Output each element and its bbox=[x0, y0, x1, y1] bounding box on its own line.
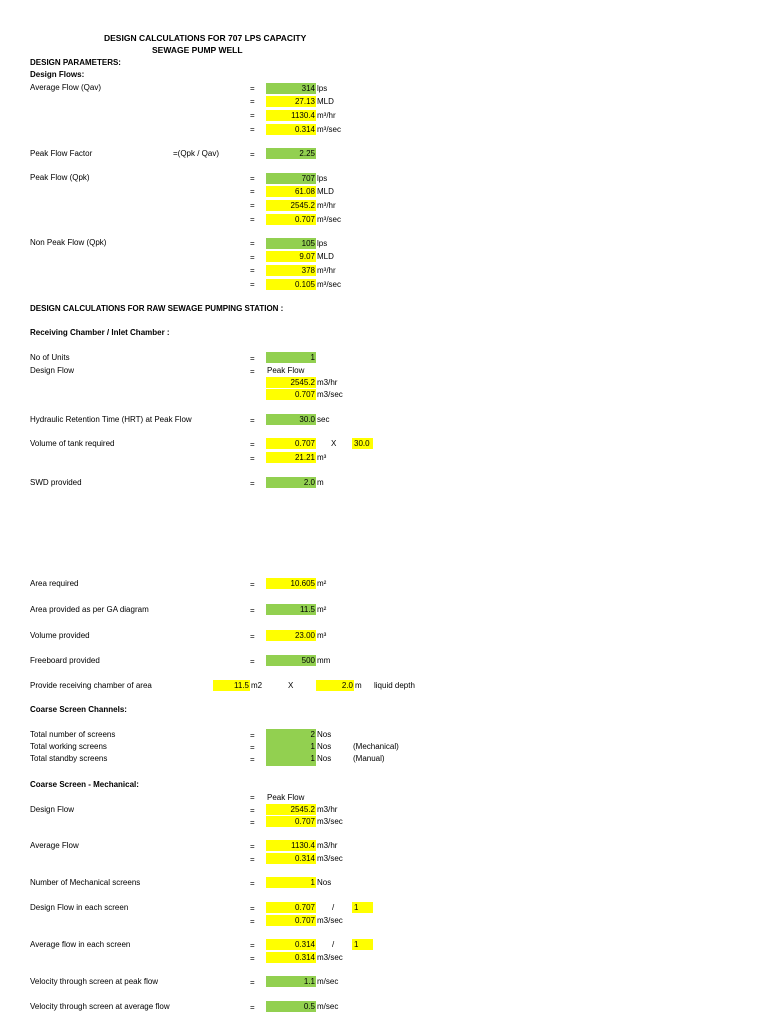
freeboard-value[interactable]: 500 bbox=[266, 655, 316, 666]
area-provided-value[interactable]: 11.5 bbox=[266, 604, 316, 615]
non-peak-m3sec[interactable]: 0.105 bbox=[266, 279, 316, 290]
design-each-v1[interactable]: 0.707 bbox=[266, 902, 316, 913]
unit-label: m³/hr bbox=[317, 111, 336, 120]
unit-label: MLD bbox=[317, 97, 334, 106]
equals-sign: = bbox=[250, 743, 255, 752]
volume-provided-value[interactable]: 23.00 bbox=[266, 630, 316, 641]
equals-sign: = bbox=[250, 917, 255, 926]
coarse-mech-heading: Coarse Screen - Mechanical: bbox=[30, 780, 139, 789]
equals-sign: = bbox=[250, 954, 255, 963]
volume-flow-value[interactable]: 0.707 bbox=[266, 438, 316, 449]
vel-avg-value[interactable]: 0.5 bbox=[266, 1001, 316, 1012]
design-parameters-heading: DESIGN PARAMETERS: bbox=[30, 58, 121, 67]
peak-factor-formula: =(Qpk / Qav) bbox=[173, 149, 220, 158]
unit-label: m³/sec bbox=[317, 215, 341, 224]
unit-label: m3/hr bbox=[317, 841, 338, 850]
unit-label: Nos bbox=[317, 730, 332, 739]
unit-label: m3/hr bbox=[317, 805, 338, 814]
unit-label: m³/hr bbox=[317, 266, 336, 275]
unit-label: m3/sec bbox=[317, 390, 343, 399]
avg-flow-m3sec[interactable]: 0.314 bbox=[266, 124, 316, 135]
area-required-value[interactable]: 10.605 bbox=[266, 578, 316, 589]
equals-sign: = bbox=[250, 855, 255, 864]
equals-sign: = bbox=[250, 904, 255, 913]
doc-title-line1: DESIGN CALCULATIONS FOR 707 LPS CAPACITY bbox=[104, 33, 307, 43]
unit-label: m3/sec bbox=[317, 916, 343, 925]
avg-each-v1[interactable]: 0.314 bbox=[266, 939, 316, 950]
equals-sign: = bbox=[250, 657, 255, 666]
mech-design-flow-label: Design Flow bbox=[30, 805, 75, 814]
peak-flow-mld[interactable]: 61.08 bbox=[266, 186, 316, 197]
equals-sign: = bbox=[250, 755, 255, 764]
volume-provided-label: Volume provided bbox=[30, 631, 90, 640]
coarse-channels-heading: Coarse Screen Channels: bbox=[30, 705, 127, 714]
equals-sign: = bbox=[250, 125, 255, 134]
unit-label: Nos bbox=[317, 742, 332, 751]
equals-sign: = bbox=[250, 174, 255, 183]
unit-label: m2 bbox=[251, 681, 263, 690]
equals-sign: = bbox=[250, 280, 255, 289]
doc-title-line2: SEWAGE PUMP WELL bbox=[152, 45, 243, 55]
unit-label: m³/sec bbox=[317, 280, 341, 289]
provide-area-value[interactable]: 11.5 bbox=[213, 680, 250, 691]
swd-value[interactable]: 2.0 bbox=[266, 477, 316, 488]
standby-screens-value[interactable]: 1 bbox=[310, 754, 315, 763]
design-each-v2[interactable]: 1 bbox=[352, 902, 373, 913]
avg-flow-lps[interactable]: 314 bbox=[266, 83, 316, 94]
no-units-value[interactable]: 1 bbox=[266, 352, 316, 363]
equals-sign: = bbox=[250, 367, 255, 376]
total-screens-label: Total number of screens bbox=[30, 730, 116, 739]
unit-label: m bbox=[355, 681, 362, 690]
peak-flow-m3sec[interactable]: 0.707 bbox=[266, 214, 316, 225]
equals-sign: = bbox=[250, 793, 255, 802]
equals-sign: = bbox=[250, 253, 255, 262]
peak-factor-label: Peak Flow Factor bbox=[30, 149, 93, 158]
equals-sign: = bbox=[250, 479, 255, 488]
standby-screens-label: Total standby screens bbox=[30, 754, 108, 763]
unit-label: m³/hr bbox=[317, 201, 336, 210]
unit-label: MLD bbox=[317, 252, 334, 261]
divide-sign: / bbox=[332, 903, 335, 912]
liquid-depth-text: liquid depth bbox=[374, 681, 415, 690]
equals-sign: = bbox=[250, 354, 255, 363]
multiply-sign: X bbox=[331, 439, 337, 448]
equals-sign: = bbox=[250, 266, 255, 275]
equals-sign: = bbox=[250, 187, 255, 196]
unit-label: m³/sec bbox=[317, 125, 341, 134]
design-flow-label: Design Flow bbox=[30, 366, 75, 375]
equals-sign: = bbox=[250, 731, 255, 740]
unit-label: m3/hr bbox=[317, 378, 338, 387]
design-flow-m3hr[interactable]: 2545.2 bbox=[266, 377, 316, 388]
area-provided-label: Area provided as per GA diagram bbox=[30, 605, 149, 614]
multiply-sign: X bbox=[288, 681, 294, 690]
peak-flow-text: Peak Flow bbox=[267, 793, 305, 802]
freeboard-label: Freeboard provided bbox=[30, 656, 100, 665]
equals-sign: = bbox=[250, 84, 255, 93]
unit-label: m³ bbox=[317, 453, 327, 462]
non-peak-m3hr[interactable]: 378 bbox=[266, 265, 316, 276]
equals-sign: = bbox=[250, 879, 255, 888]
vel-avg-label: Velocity through screen at average flow bbox=[30, 1002, 170, 1011]
unit-label: m bbox=[317, 478, 324, 487]
unit-label: m3/sec bbox=[317, 953, 343, 962]
equals-sign: = bbox=[250, 1003, 255, 1012]
provide-chamber-label: Provide receiving chamber of area bbox=[30, 681, 152, 690]
unit-label: m³ bbox=[317, 631, 327, 640]
equals-sign: = bbox=[250, 440, 255, 449]
unit-label: m3/sec bbox=[317, 854, 343, 863]
unit-label: lps bbox=[317, 84, 328, 93]
unit-label: lps bbox=[317, 174, 328, 183]
avg-flow-m3hr[interactable]: 1130.4 bbox=[266, 110, 316, 121]
equals-sign: = bbox=[250, 215, 255, 224]
divide-sign: / bbox=[332, 940, 335, 949]
receiving-chamber-heading: Receiving Chamber / Inlet Chamber : bbox=[30, 328, 170, 337]
design-flow-m3sec[interactable]: 0.707 bbox=[266, 389, 316, 400]
peak-flow-lps[interactable]: 707 bbox=[266, 173, 316, 184]
equals-sign: = bbox=[250, 201, 255, 210]
equals-sign: = bbox=[250, 632, 255, 641]
provide-depth-value[interactable]: 2.0 bbox=[316, 680, 354, 691]
avg-flow-label: Average Flow (Qav) bbox=[30, 83, 101, 92]
hrt-value[interactable]: 30.0 bbox=[266, 414, 316, 425]
unit-label: m/sec bbox=[317, 1002, 339, 1011]
area-required-label: Area required bbox=[30, 579, 79, 588]
equals-sign: = bbox=[250, 606, 255, 615]
unit-label: m² bbox=[317, 605, 327, 614]
unit-label: sec bbox=[317, 415, 330, 424]
peak-flow-text: Peak Flow bbox=[267, 366, 305, 375]
equals-sign: = bbox=[250, 416, 255, 425]
volume-required-value[interactable]: 21.21 bbox=[266, 452, 316, 463]
mech-design-flow-m3sec[interactable]: 0.707 bbox=[266, 816, 316, 827]
equals-sign: = bbox=[250, 941, 255, 950]
vel-peak-label: Velocity through screen at peak flow bbox=[30, 977, 159, 986]
unit-label: lps bbox=[317, 239, 328, 248]
raw-sewage-heading: DESIGN CALCULATIONS FOR RAW SEWAGE PUMPING STATION : bbox=[30, 304, 284, 313]
unit-label: MLD bbox=[317, 187, 334, 196]
design-each-result[interactable]: 0.707 bbox=[266, 915, 316, 926]
manual-note: (Manual) bbox=[353, 754, 385, 763]
equals-sign: = bbox=[250, 818, 255, 827]
peak-flow-m3hr[interactable]: 2545.2 bbox=[266, 200, 316, 211]
working-screens-value[interactable]: 1 bbox=[310, 742, 315, 751]
unit-label: Nos bbox=[317, 878, 332, 887]
num-mech-screens-value[interactable]: 1 bbox=[266, 877, 316, 888]
non-peak-lps[interactable]: 105 bbox=[266, 238, 316, 249]
unit-label: mm bbox=[317, 656, 331, 665]
volume-hrt-value[interactable]: 30.0 bbox=[352, 438, 373, 449]
no-units-label: No of Units bbox=[30, 353, 70, 362]
unit-label: m3/sec bbox=[317, 817, 343, 826]
equals-sign: = bbox=[250, 111, 255, 120]
mechanical-note: (Mechanical) bbox=[353, 742, 399, 751]
working-screens-label: Total working screens bbox=[30, 742, 107, 751]
avg-each-v2[interactable]: 1 bbox=[352, 939, 373, 950]
non-peak-flow-label: Non Peak Flow (Qpk) bbox=[30, 238, 107, 247]
avg-each-label: Average flow in each screen bbox=[30, 940, 131, 949]
vel-peak-value[interactable]: 1.1 bbox=[266, 976, 316, 987]
equals-sign: = bbox=[250, 806, 255, 815]
unit-label: m² bbox=[317, 579, 327, 588]
mech-avg-flow-m3sec[interactable]: 0.314 bbox=[266, 853, 316, 864]
equals-sign: = bbox=[250, 150, 255, 159]
equals-sign: = bbox=[250, 842, 255, 851]
equals-sign: = bbox=[250, 239, 255, 248]
mech-avg-flow-m3hr[interactable]: 1130.4 bbox=[266, 840, 316, 851]
mech-avg-flow-label: Average Flow bbox=[30, 841, 79, 850]
equals-sign: = bbox=[250, 97, 255, 106]
avg-each-result[interactable]: 0.314 bbox=[266, 952, 316, 963]
mech-design-flow-m3hr[interactable]: 2545.2 bbox=[266, 804, 316, 815]
design-each-label: Design Flow in each screen bbox=[30, 903, 129, 912]
avg-flow-mld[interactable]: 27.13 bbox=[266, 96, 316, 107]
total-screens-value[interactable]: 2 bbox=[310, 730, 315, 739]
volume-required-label: Volume of tank required bbox=[30, 439, 115, 448]
unit-label: m/sec bbox=[317, 977, 339, 986]
peak-flow-label: Peak Flow (Qpk) bbox=[30, 173, 90, 182]
unit-label: Nos bbox=[317, 754, 332, 763]
design-flows-subheading: Design Flows: bbox=[30, 70, 85, 79]
num-mech-screens-label: Number of Mechanical screens bbox=[30, 878, 141, 887]
equals-sign: = bbox=[250, 454, 255, 463]
swd-label: SWD provided bbox=[30, 478, 82, 487]
equals-sign: = bbox=[250, 580, 255, 589]
hrt-label: Hydraulic Retention Time (HRT) at Peak Flow bbox=[30, 415, 192, 424]
equals-sign: = bbox=[250, 978, 255, 987]
non-peak-mld[interactable]: 9.07 bbox=[266, 251, 316, 262]
peak-factor-value[interactable]: 2.25 bbox=[266, 148, 316, 159]
